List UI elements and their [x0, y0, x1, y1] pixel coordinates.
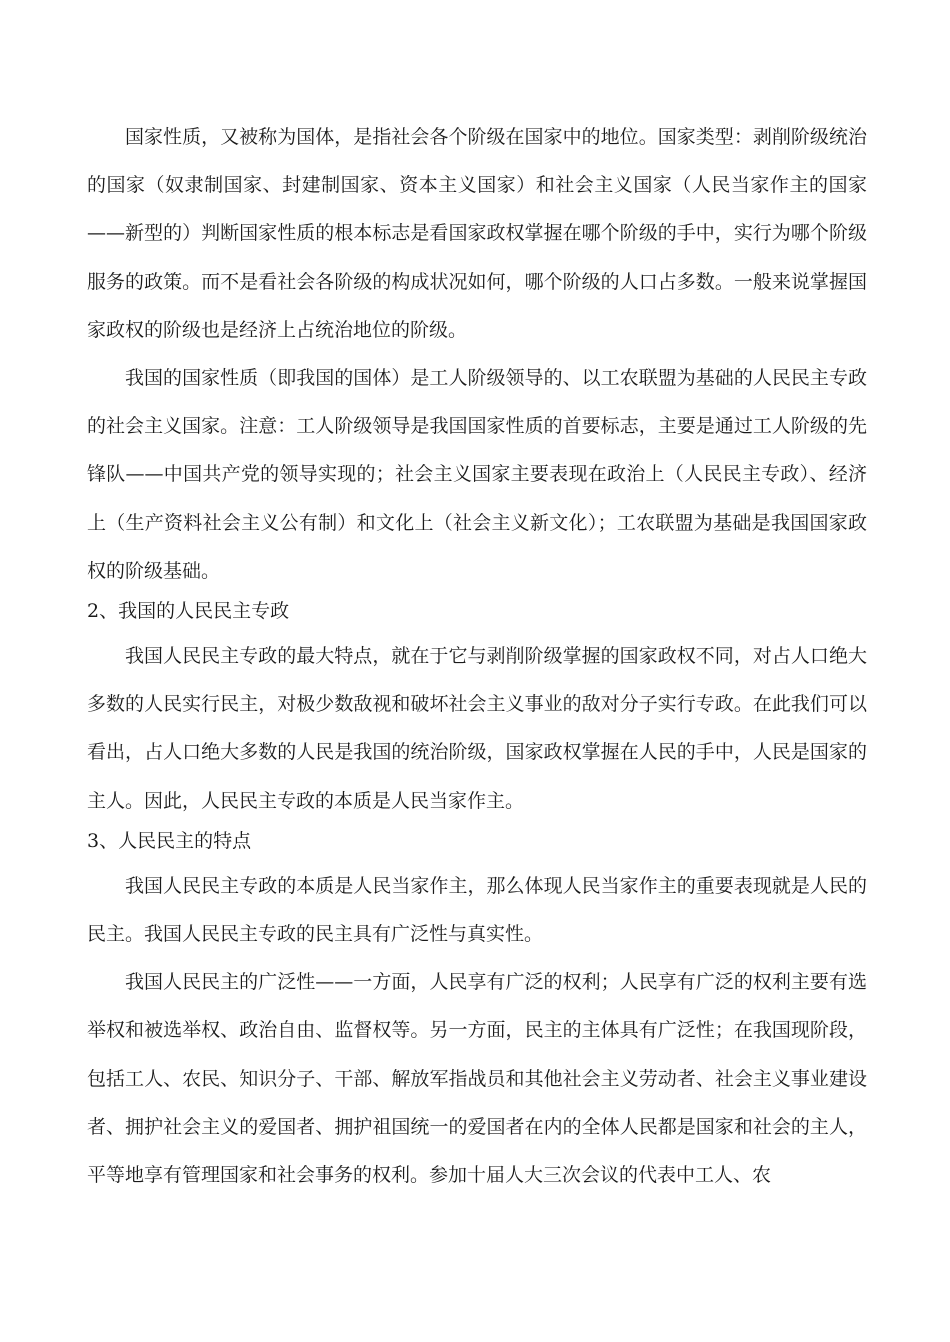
paragraph-democracy-breadth: 我国人民民主的广泛性——一方面，人民享有广泛的权利；人民享有广泛的权利主要有选举权和被选举权、政治自由、监督权等。另一方面，民主的主体具有广泛性；在我国现阶段，包括工人、农民、知识分子、干部、解放军指战员和其他社会主义劳动者、社会主义事业建设者、拥护社会主义的爱国者、拥护祖国统一的爱国者在内的全体人民都是国家和社会的主人，平等地享有管理国家和社会事务的权利。参加十届人大三次会议的代表中工人、农 — [87, 971, 867, 1187]
paragraph-china-state-nature: 我国的国家性质（即我国的国体）是工人阶级领导的、以工农联盟为基础的人民民主专政的社会主义国家。注意：工人阶级领导是我国国家性质的首要标志，主要是通过工人阶级的先锋队——中国共产党的领导实现的；社会主义国家主要表现在政治上（人民民主专政）、经济上（生产资料社会主义公有制）和文化上（社会主义新文化）；工农联盟为基础是我国国家政权的阶级基础。 — [87, 367, 867, 582]
section-heading-2: 2、我国的人民民主专政 — [87, 600, 290, 623]
paragraph-democracy-essence: 我国人民民主专政的本质是人民当家作主，那么体现人民当家作主的重要表现就是人民的民主。我国人民民主专政的民主具有广泛性与真实性。 — [87, 874, 867, 946]
paragraph-dictatorship-feature: 我国人民民主专政的最大特点，就在于它与剥削阶级掌握的国家政权不同，对占人口绝大多数的人民实行民主，对极少数敌视和破坏社会主义事业的敌对分子实行专政。在此我们可以看出，占人口绝大多数的人民是我国的统治阶级，国家政权掌握在人民的手中，人民是国家的主人。因此，人民民主专政的本质是人民当家作主。 — [87, 645, 867, 812]
section-heading-3: 3、人民民主的特点 — [87, 829, 252, 852]
paragraph-state-nature: 国家性质，又被称为国体，是指社会各个阶级在国家中的地位。国家类型：剥削阶级统治的国家（奴隶制国家、封建制国家、资本主义国家）和社会主义国家（人民当家作主的国家——新型的）判断国家性质的根本标志是看国家政权掌握在哪个阶级的手中，实行为哪个阶级服务的政策。而不是看社会各阶级的构成状况如何，哪个阶级的人口占多数。一般来说掌握国家政权的阶级也是经济上占统治地位的阶级。 — [87, 126, 867, 341]
document-body — [87, 113, 867, 1199]
